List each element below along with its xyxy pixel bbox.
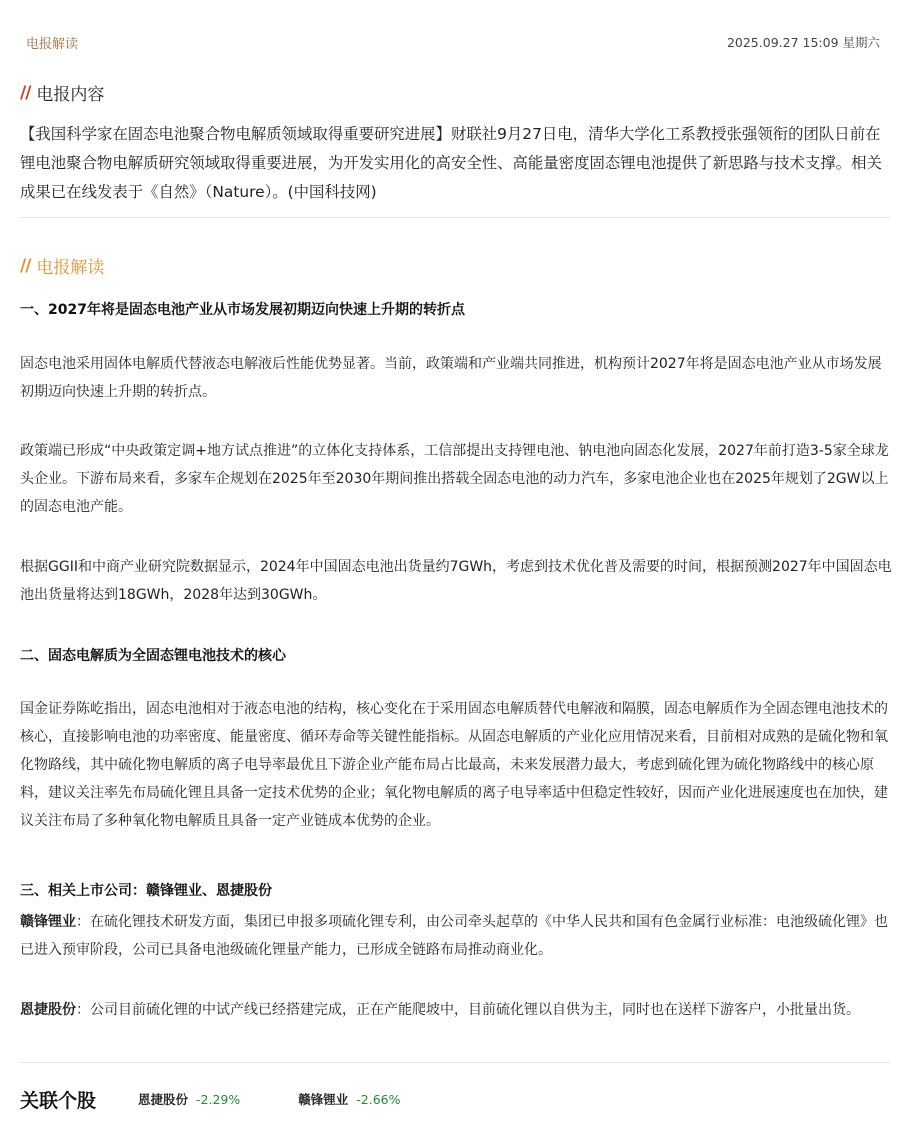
analysis-paragraph-3: 根据GGII和中商产业研究院数据显示，2024年中国固态电池出货量约7GWh，考虑到技术优化普及需要的时间，根据预测2027年中国固态电池出货量将达到18GWh，2028年达到30GWh。 [20, 559, 892, 603]
analysis-heading-2: 二、固态电解质为全固态锂电池技术的核心 [20, 648, 286, 664]
telegram-content: 【我国科学家在固态电池聚合物电解质领域取得重要研究进展】财联社9月27日电，清华大学化工系教授张强领衔的团队日前在锂电池聚合物电解质研究领域取得重要进展，为开发实用化的高安全性、高能量密度固态锂电池提供了新思路与技术支撑。相关成果已在线发表于《自然》（Nature）。(中国科技网) [20, 125, 882, 201]
content-section-header [20, 80, 104, 105]
company-description: ：在硫化锂技术研发方面，集团已申报多项硫化锂专利，由公司牵头起草的《中华人民共和国有色金属行业标准：电池级硫化锂》也已进入预审阶段，公司已具备电池级硫化锂量产能力，已形成全链路布局推动商业化。 [20, 914, 888, 958]
analysis-section-header [20, 253, 104, 278]
stock-item[interactable] [298, 1090, 400, 1108]
analysis-section-title: 电报解读 [36, 258, 105, 278]
analysis-paragraph-2: 政策端已形成“中央政策定调+地方试点推进”的立体化支持体系，工信部提出支持锂电池、钠电池向固态化发展，2027年前打造3-5家全球龙头企业。下游布局来看，多家车企规划在2025年至2030年期间推出搭载全固态电池的动力汽车，多家电池企业也在2025年规划了2GW以上的固态电池产能。 [20, 443, 889, 515]
company-description: ：公司目前硫化锂的中试产线已经搭建完成，正在产能爬坡中，目前硫化锂以自供为主，同时也在送样下游客户，小批量出货。 [76, 1002, 860, 1018]
stock-name[interactable]: 恩捷股份 [138, 1092, 189, 1107]
category-tag[interactable]: 电报解读 [26, 36, 79, 52]
analysis-paragraph-1: 固态电池采用固体电解质代替液态电解液后性能优势显著。当前，政策端和产业端共同推进，机构预计2027年将是固态电池产业从市场发展初期迈向快速上升期的转折点。 [20, 356, 882, 400]
stock-name[interactable]: 赣锋锂业 [298, 1092, 349, 1107]
company-paragraph-2 [20, 996, 892, 1024]
section-marker: // [20, 255, 31, 276]
company-name: 赣锋锂业 [20, 914, 76, 930]
top-bar [26, 32, 880, 52]
stock-change: -2.29% [196, 1091, 241, 1107]
company-name: 恩捷股份 [20, 1002, 76, 1018]
company-paragraph-1 [20, 908, 892, 964]
related-stocks-label: 关联个股 [20, 1089, 97, 1112]
analysis-heading-3: 三、相关上市公司：赣锋锂业、恩捷股份 [20, 883, 272, 899]
content-section-title: 电报内容 [36, 85, 105, 105]
divider [20, 217, 890, 218]
analysis-paragraph-4: 国金证券陈屹指出，固态电池相对于液态电池的结构，核心变化在于采用固态电解质替代电解液和隔膜，固态电解质作为全固态锂电池技术的核心，直接影响电池的功率密度、能量密度、循环寿命等关键性能指标。从固态电解质的产业化应用情况来看，目前相对成熟的是硫化物和氧化物路线，其中硫化物电解质的离子电导率最优且下游企业产能布局占比最高，未来发展潜力最大，考虑到硫化锂为硫化物路线中的核心原料，建议关注率先布局硫化锂且具备一定技术优势的企业；氧化物电解质的离子电导率适中但稳定性较好，因而产业化进展速度也在加快，建议关注布局了多种氧化物电解质且具备一定产业链成本优势的企业。 [20, 701, 888, 829]
divider [20, 1062, 890, 1063]
related-stocks [20, 1085, 459, 1113]
publish-datetime: 2025.09.27 15:09 星期六 [726, 35, 880, 50]
analysis-heading-1: 一、2027年将是固态电池产业从市场发展初期迈向快速上升期的转折点 [20, 302, 465, 318]
stock-change: -2.66% [356, 1091, 401, 1107]
stock-item[interactable] [138, 1090, 240, 1108]
section-marker: // [20, 82, 31, 103]
